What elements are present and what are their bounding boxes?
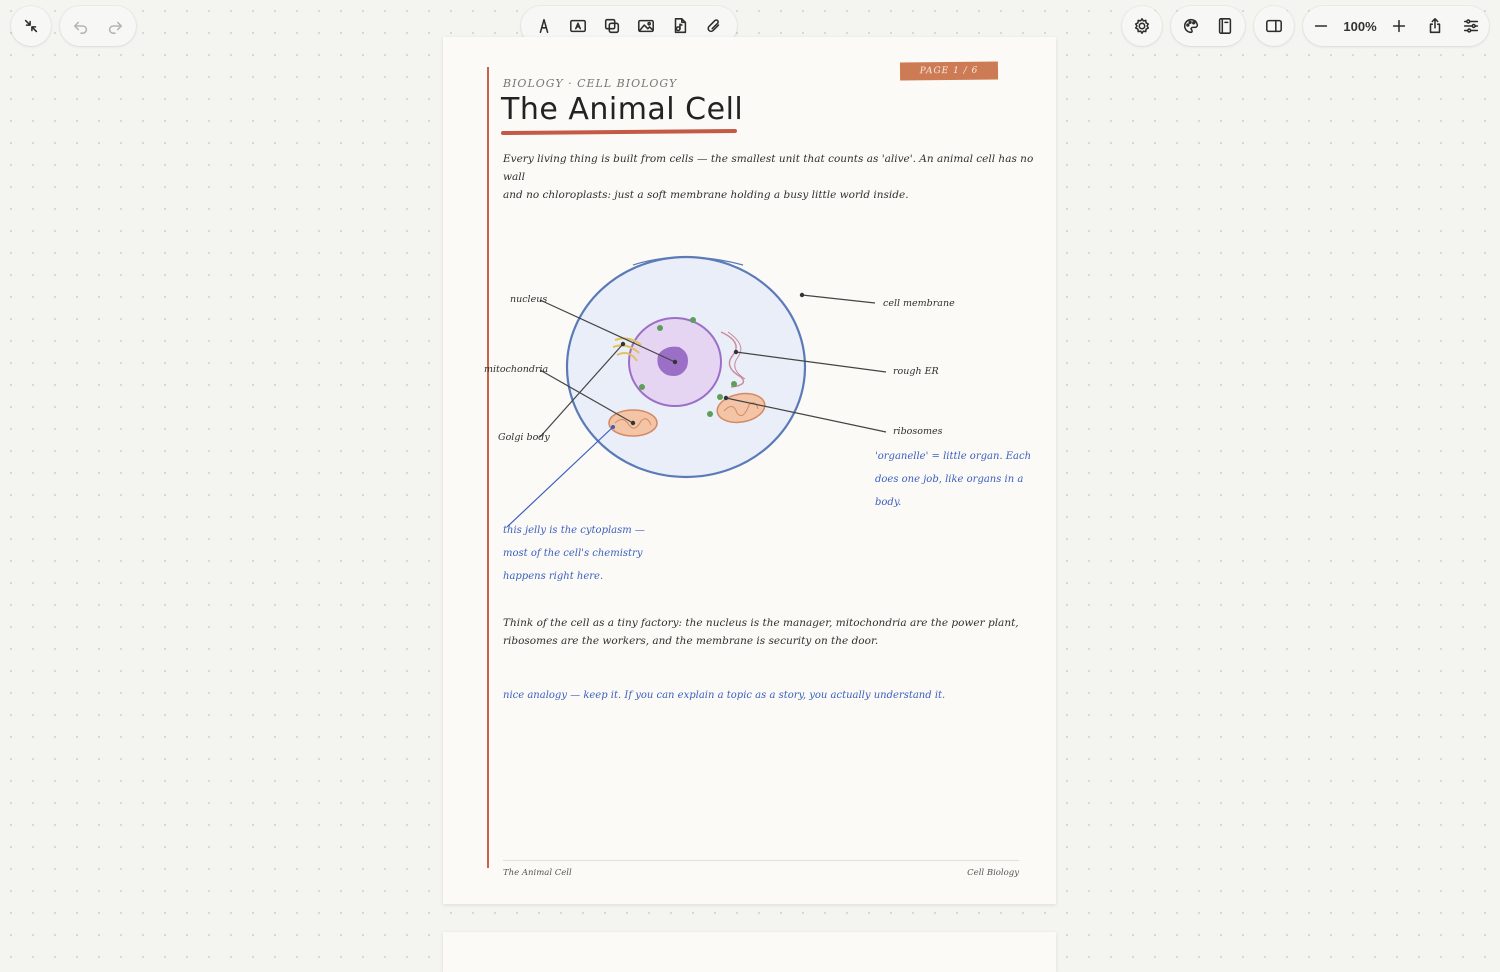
zoom-in-icon[interactable] (1382, 9, 1416, 43)
intro-line-1: Every living thing is built from cells — the smallest unit that counts as 'alive'. An animal cell has no wall (503, 153, 1034, 183)
factory-paragraph (503, 614, 1019, 650)
footer-right: Cell Biology (967, 868, 1019, 878)
history-toolbar (60, 6, 136, 46)
undo-icon[interactable] (64, 9, 98, 43)
ribosome (731, 381, 737, 387)
footer-left: The Animal Cell (503, 868, 572, 878)
label-golgi: Golgi body (498, 432, 550, 443)
label-rough-er: rough ER (893, 366, 939, 377)
ribosome (690, 317, 696, 323)
intro-line-2: and no chloroplasts: just a soft membrane holding a busy little world inside. (503, 189, 909, 201)
label-mitochondria: mitochondria (484, 364, 549, 375)
zoom-toolbar (1303, 6, 1489, 46)
share-icon[interactable] (1418, 9, 1452, 43)
factory-line-2: ribosomes are the workers, and the membrane is security on the door. (503, 635, 879, 647)
note-cytoplasm (503, 519, 645, 588)
label-nucleus: nucleus (510, 294, 548, 305)
label-ribosomes: ribosomes (893, 426, 943, 437)
breadcrumb: BIOLOGY · CELL BIOLOGY (503, 77, 678, 90)
redo-icon[interactable] (98, 9, 132, 43)
intro-paragraph (503, 150, 1056, 204)
footer-divider (503, 860, 1019, 861)
ribosome (657, 325, 663, 331)
notebook-icon[interactable] (1208, 9, 1242, 43)
notebook-page[interactable] (443, 37, 1056, 904)
palette-icon[interactable] (1174, 9, 1208, 43)
note-cytoplasm-line: most of the cell's chemistry (503, 548, 643, 559)
zoom-level[interactable]: 100% (1343, 18, 1377, 34)
label-cell-membrane: cell membrane (883, 298, 955, 309)
page-tag: PAGE 1 / 6 (900, 61, 998, 80)
settings-toolbar (1122, 6, 1162, 46)
analogy-note: nice analogy — keep it. If you can explain a topic as a story, you actually understand it. (503, 690, 946, 701)
ribosome (639, 384, 645, 390)
title-underline (501, 129, 737, 135)
factory-line-1: Think of the cell as a tiny factory: the nucleus is the manager, mitochondria are the power plant, (503, 617, 1019, 629)
zoom-out-icon[interactable] (1304, 9, 1338, 43)
sliders-icon[interactable] (1454, 9, 1488, 43)
note-cytoplasm-line: happens right here. (503, 571, 604, 582)
settings-gear-icon[interactable] (1125, 9, 1159, 43)
note-cytoplasm-line: this jelly is the cytoplasm — (503, 525, 645, 536)
page-title: The Animal Cell (501, 92, 744, 127)
collapse-toolbar (11, 6, 51, 46)
note-organelle-line: 'organelle' = little organ. Each (875, 451, 1032, 462)
note-organelle-line: body. (875, 497, 902, 508)
appearance-toolbar (1171, 6, 1245, 46)
note-organelle (875, 445, 1031, 514)
next-page-preview[interactable] (443, 932, 1056, 972)
collapse-arrows-icon[interactable] (14, 9, 48, 43)
ribosome (717, 394, 723, 400)
note-organelle-line: does one job, like organs in a (875, 474, 1024, 485)
view-toolbar (1254, 6, 1294, 46)
ribosome (707, 411, 713, 417)
split-view-icon[interactable] (1257, 9, 1291, 43)
